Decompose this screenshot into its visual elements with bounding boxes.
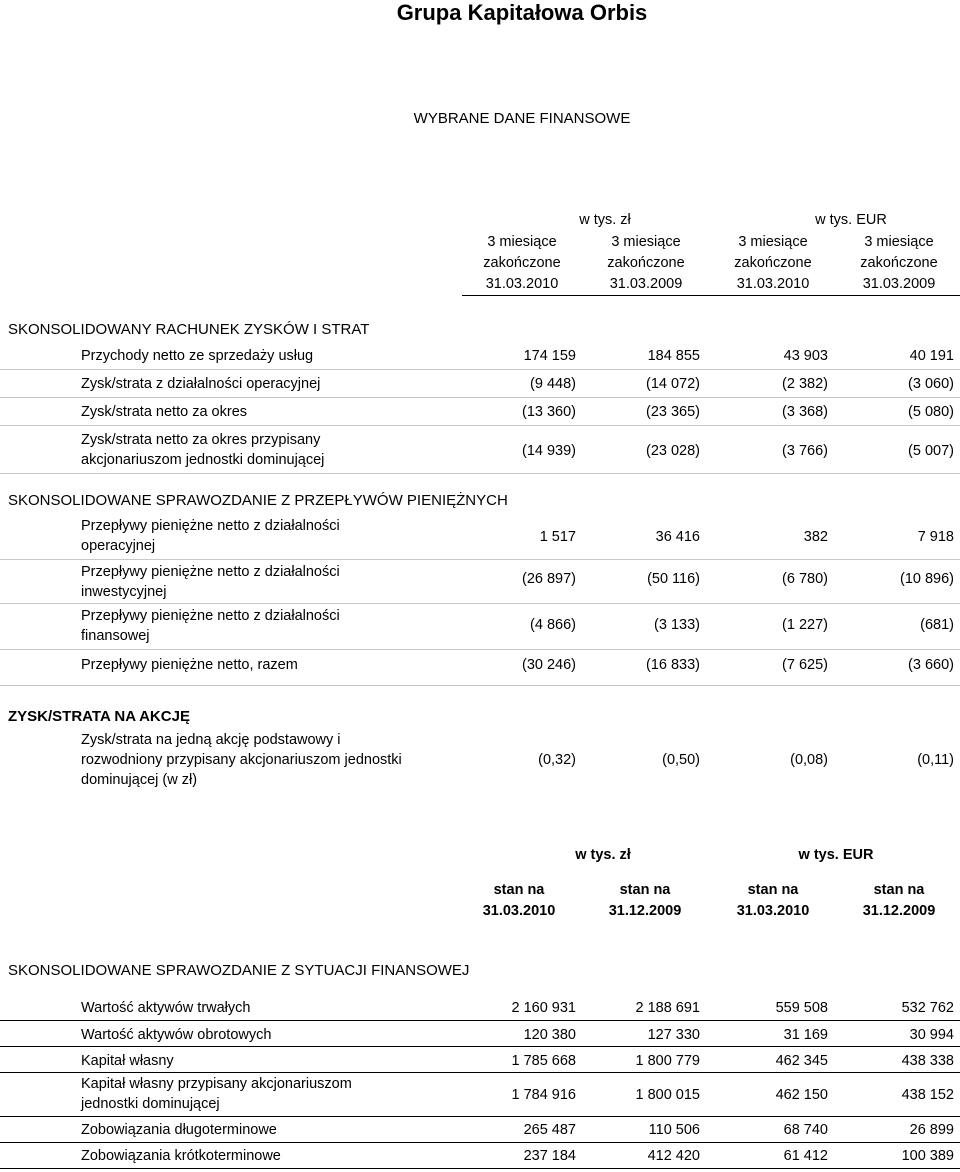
row-label: Wartość aktywów obrotowych — [81, 1027, 272, 1043]
row-label: Zobowiązania krótkoterminowe — [81, 1148, 281, 1164]
row-divider — [0, 1142, 960, 1143]
col-header-2: 3 miesiące zakończone 31.03.2010 — [734, 234, 812, 292]
value-cell: 1 784 916 — [511, 1087, 576, 1103]
value-cell: 1 517 — [539, 529, 576, 545]
value-cell: 559 508 — [775, 1000, 828, 1016]
value-cell: (1 227) — [782, 617, 828, 633]
value-cell: 30 994 — [909, 1027, 954, 1043]
value-cell: 1 800 015 — [635, 1087, 700, 1103]
row-label: Kapitał własny przypisany akcjonariuszom jednostki dominującej — [81, 1076, 352, 1112]
value-cell: (50 116) — [647, 571, 700, 587]
col-header-3: 3 miesiące zakończone 31.03.2009 — [860, 234, 938, 292]
value-cell: 237 184 — [523, 1148, 576, 1164]
value-cell: 120 380 — [523, 1027, 576, 1043]
value-cell: (0,32) — [538, 752, 576, 768]
value-cell: (13 360) — [521, 404, 576, 420]
eps-section-title: ZYSK/STRATA NA AKCJĘ — [8, 708, 190, 725]
row-label: Zobowiązania długoterminowe — [81, 1122, 277, 1138]
document-title: Grupa Kapitałowa Orbis — [396, 0, 648, 25]
row-label: Zysk/strata netto za okres — [81, 404, 248, 420]
value-cell: 2 160 931 — [511, 1000, 576, 1016]
value-cell: (6 780) — [782, 571, 828, 587]
value-cell: (0,50) — [662, 752, 700, 768]
header-underline — [462, 295, 960, 296]
value-cell: 31 169 — [783, 1027, 828, 1043]
row-label: Przepływy pieniężne netto z działalności inwestycyjnej — [81, 564, 340, 600]
value-cell: 382 — [803, 529, 828, 545]
value-cell: (14 939) — [521, 443, 576, 459]
unit-pln-label: w tys. zł — [579, 212, 631, 228]
value-cell: (23 365) — [645, 404, 700, 420]
value-cell: (681) — [920, 617, 954, 633]
document-subtitle: WYBRANE DANE FINANSOWE — [413, 110, 631, 127]
value-cell: 462 150 — [775, 1087, 828, 1103]
row-label: Zysk/strata na jedną akcję podstawowy i rozwodniony przypisany akcjonariuszom jednostki dominującej (w zł) — [81, 732, 402, 788]
value-cell: (0,08) — [790, 752, 828, 768]
value-cell: 265 487 — [523, 1122, 576, 1138]
value-cell: 174 159 — [523, 348, 576, 364]
row-divider — [0, 369, 960, 370]
col-header-1: 3 miesiące zakończone 31.03.2009 — [607, 234, 685, 292]
balance-section-title: SKONSOLIDOWANE SPRAWOZDANIE Z SYTUACJI FINANSOWEJ — [8, 962, 470, 979]
row-divider — [0, 1020, 960, 1021]
value-cell: 438 338 — [901, 1053, 954, 1069]
row-divider — [0, 649, 960, 650]
value-cell: 462 345 — [775, 1053, 828, 1069]
value-cell: (3 368) — [782, 404, 828, 420]
value-cell: 36 416 — [655, 529, 700, 545]
value-cell: (3 766) — [782, 443, 828, 459]
value-cell: (3 133) — [654, 617, 700, 633]
value-cell: (5 007) — [908, 443, 954, 459]
value-cell: (7 625) — [782, 657, 828, 673]
value-cell: (3 660) — [908, 657, 954, 673]
value-cell: 110 506 — [648, 1122, 700, 1138]
value-cell: (26 897) — [521, 571, 576, 587]
value-cell: (30 246) — [521, 657, 576, 673]
value-cell: 40 191 — [909, 348, 954, 364]
row-divider — [0, 1046, 960, 1047]
unit-eur-label: w tys. EUR — [798, 847, 874, 863]
value-cell: 26 899 — [909, 1122, 954, 1138]
value-cell: (16 833) — [645, 657, 700, 673]
value-cell: 61 412 — [783, 1148, 828, 1164]
value-cell: 100 389 — [901, 1148, 954, 1164]
value-cell: (14 072) — [645, 376, 700, 392]
row-label: Zysk/strata netto za okres przypisany akcjonariuszom jednostki dominującej — [81, 432, 325, 468]
value-cell: (0,11) — [917, 752, 954, 768]
value-cell: (10 896) — [899, 571, 954, 587]
row-divider — [0, 603, 960, 604]
row-label: Kapitał własny — [81, 1053, 174, 1069]
value-cell: (5 080) — [908, 404, 954, 420]
value-cell: 127 330 — [647, 1027, 700, 1043]
value-cell: 68 740 — [783, 1122, 828, 1138]
cashflow-section-title: SKONSOLIDOWANE SPRAWOZDANIE Z PRZEPŁYWÓW PIENIĘŻNYCH — [8, 492, 508, 509]
row-label: Wartość aktywów trwałych — [81, 1000, 251, 1016]
unit-eur-label: w tys. EUR — [815, 212, 887, 228]
row-label: Przepływy pieniężne netto z działalności finansowej — [81, 608, 340, 644]
row-label: Zysk/strata z działalności operacyjnej — [81, 376, 321, 392]
value-cell: (2 382) — [782, 376, 828, 392]
value-cell: (4 866) — [530, 617, 576, 633]
value-cell: (9 448) — [530, 376, 576, 392]
col-header-0: stan na 31.03.2010 — [482, 882, 556, 919]
row-divider — [0, 1116, 960, 1117]
row-divider — [0, 397, 960, 398]
row-label: Przepływy pieniężne netto z działalności operacyjnej — [81, 518, 340, 554]
col-header-3: stan na 31.12.2009 — [862, 882, 936, 919]
row-divider — [0, 425, 960, 426]
row-divider — [0, 559, 960, 560]
col-header-2: stan na 31.03.2010 — [736, 882, 810, 919]
value-cell: 438 152 — [901, 1087, 954, 1103]
row-divider — [0, 1168, 960, 1169]
col-header-0: 3 miesiące zakończone 31.03.2010 — [483, 234, 561, 292]
value-cell: 412 420 — [647, 1148, 700, 1164]
row-divider — [0, 685, 960, 686]
value-cell: 2 188 691 — [635, 1000, 700, 1016]
unit-pln-label: w tys. zł — [575, 847, 631, 863]
row-divider — [0, 1072, 960, 1073]
value-cell: 1 800 779 — [635, 1053, 700, 1069]
row-divider — [0, 473, 960, 474]
income-section-title: SKONSOLIDOWANY RACHUNEK ZYSKÓW I STRAT — [8, 321, 370, 338]
value-cell: 43 903 — [783, 348, 828, 364]
row-label: Przychody netto ze sprzedaży usług — [81, 348, 314, 364]
value-cell: 532 762 — [901, 1000, 954, 1016]
value-cell: 7 918 — [917, 529, 954, 545]
value-cell: (23 028) — [645, 443, 700, 459]
value-cell: 1 785 668 — [511, 1053, 576, 1069]
value-cell: (3 060) — [908, 376, 954, 392]
row-label: Przepływy pieniężne netto, razem — [81, 657, 298, 673]
col-header-1: stan na 31.12.2009 — [608, 882, 682, 919]
value-cell: 184 855 — [647, 348, 700, 364]
